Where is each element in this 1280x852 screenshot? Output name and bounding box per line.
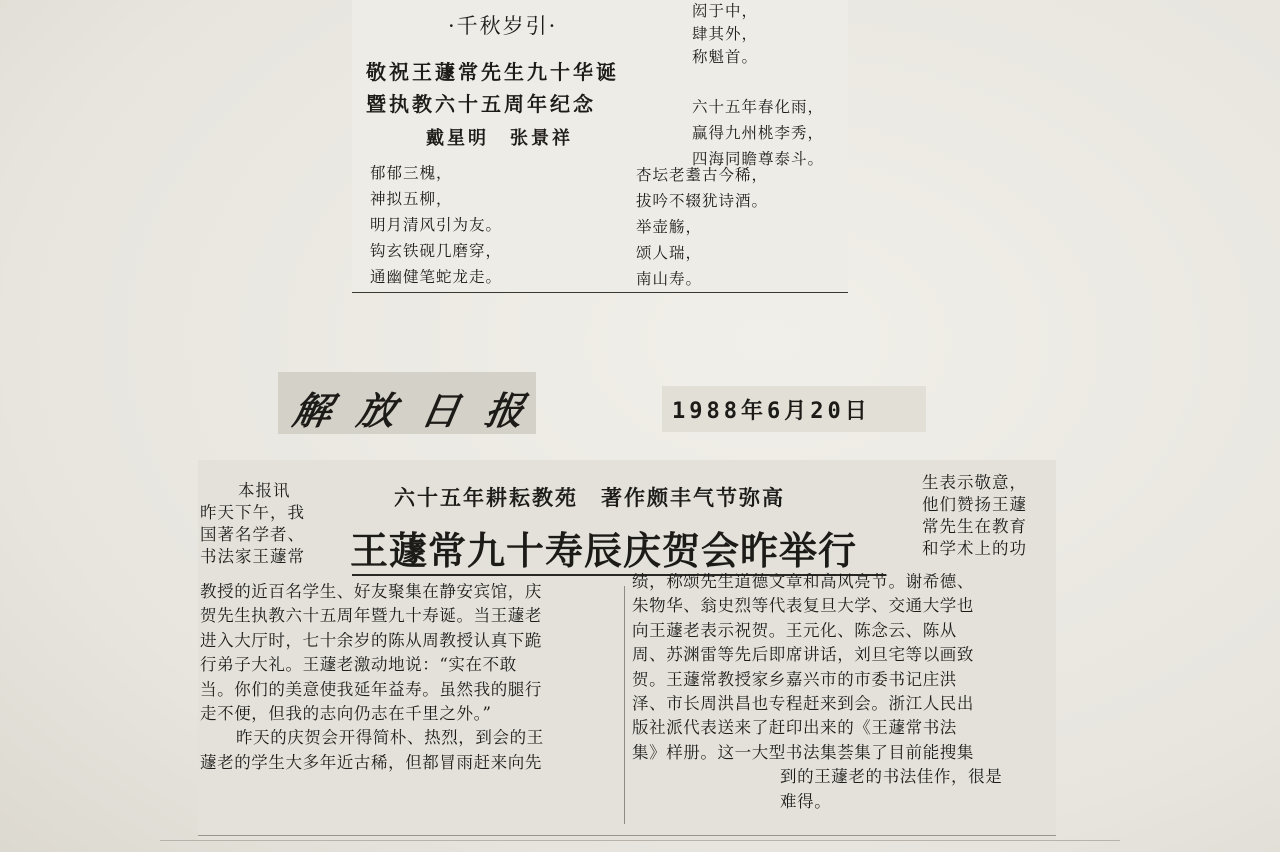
newspaper-name: 解放日报 <box>289 388 554 433</box>
article-line: 教授的近百名学生、好友聚集在静安宾馆，庆 <box>200 582 542 601</box>
article-line: 绩，称颂先生道德文章和高风亮节。谢希德、 <box>632 572 974 591</box>
page-bottom-rule <box>160 840 1120 841</box>
article-line: 难得。 <box>780 791 832 811</box>
article-lead-right <box>922 472 1027 560</box>
verse-line: 神拟五柳， <box>370 190 453 208</box>
article-body-right <box>632 570 1002 814</box>
verse-line: 明月清风引为友。 <box>370 216 503 234</box>
poem-subtitle-line-2: 暨执教六十五周年纪念 <box>366 92 596 116</box>
verse-line: 杏坛老耋古今稀， <box>636 166 769 184</box>
verse-line: 颂人瑞， <box>636 244 703 262</box>
article-line: 昨天的庆贺会开得简朴、热烈，到会的王 <box>236 728 544 748</box>
article-line: 当。你们的美意使我延年益寿。虽然我的腿行 <box>200 679 542 699</box>
poem-clipping <box>352 0 848 293</box>
article-line: 走不便，但我的志向仍志在千里之外。” <box>200 704 492 724</box>
article-line: 行弟子大礼。王蘧老激动地说：“实在不敢 <box>200 655 517 675</box>
article-line: 向王蘧老表示祝贺。王元化、陈念云、陈从 <box>632 620 957 640</box>
article-line: 常先生在教育 <box>922 517 1027 536</box>
article-line: 集》样册。这一大型书法集荟集了目前能搜集 <box>632 742 974 762</box>
poem-authors: 戴星明 张景祥 <box>426 128 573 149</box>
article-line: 泽、市长周洪昌也专程赶来到会。浙江人民出 <box>632 694 974 714</box>
poem-title: ·千秋岁引· <box>448 14 558 38</box>
verse-line: 肆其外， <box>692 25 759 43</box>
verse-line: 郁郁三槐， <box>370 164 453 182</box>
article-clipping <box>198 460 1056 840</box>
poem-verse-right-top <box>692 0 758 69</box>
verse-line: 闳于中， <box>692 2 759 20</box>
verse-line: 钩玄铁砚几磨穿， <box>370 242 503 260</box>
article-line: 进入大厅时，七十余岁的陈从周教授认真下跪 <box>200 630 542 650</box>
column-divider <box>624 586 625 824</box>
article-line: 生表示敬意， <box>922 473 1027 492</box>
article-headline: 王蘧常九十寿辰庆贺会昨举行 <box>350 529 858 573</box>
article-kicker: 六十五年耕耘教苑 著作颇丰气节弥高 <box>394 485 785 510</box>
article-line: 他们赞扬王蘧 <box>922 495 1027 514</box>
poem-subtitle-line-1: 敬祝王蘧常先生九十华诞 <box>366 60 619 84</box>
clipping-bottom-edge <box>198 835 1056 836</box>
verse-line: 六十五年春化雨， <box>692 98 825 116</box>
article-line: 昨天下午，我 <box>200 503 305 522</box>
verse-line: 通幽健笔蛇龙走。 <box>370 268 503 286</box>
poem-verse-right-bottom <box>636 162 768 292</box>
article-line: 到的王蘧老的书法佳作，很是 <box>780 767 1003 787</box>
article-line: 蘧老的学生大多年近古稀，但都冒雨赶来向先 <box>200 752 542 772</box>
article-lead-left <box>200 480 305 568</box>
article-line: 版社派代表送来了赶印出来的《王蘧常书法 <box>632 718 957 738</box>
date-strip <box>662 386 926 432</box>
article-line: 书法家王蘧常 <box>200 547 305 566</box>
verse-line: 举壶觞， <box>636 218 703 236</box>
article-line: 贺。王蘧常教授家乡嘉兴市的市委书记庄洪 <box>632 669 957 689</box>
article-line: 本报讯 <box>238 481 291 500</box>
article-line: 贺先生执教六十五周年暨九十寿诞。当王蘧老 <box>200 606 542 626</box>
article-line: 和学术上的功 <box>922 539 1027 558</box>
poem-verse-left <box>370 160 502 290</box>
article-line: 周、苏渊雷等先后即席讲话，刘旦宅等以画致 <box>632 645 974 665</box>
verse-line: 拔吟不辍犹诗酒。 <box>636 192 769 210</box>
poem-verse-right-middle <box>692 94 824 172</box>
verse-line: 四海同瞻尊泰斗。 <box>692 150 825 168</box>
publication-date: 1988年6月20日 <box>672 399 871 424</box>
article-line: 国著名学者、 <box>200 525 305 544</box>
article-line: 朱物华、翁史烈等代表复旦大学、交通大学也 <box>632 596 974 616</box>
article-body-left <box>200 580 544 775</box>
verse-line: 南山寿。 <box>636 270 703 288</box>
newspaper-masthead <box>278 372 554 434</box>
verse-line: 称魁首。 <box>692 48 759 66</box>
verse-line: 赢得九州桃李秀， <box>692 124 825 142</box>
